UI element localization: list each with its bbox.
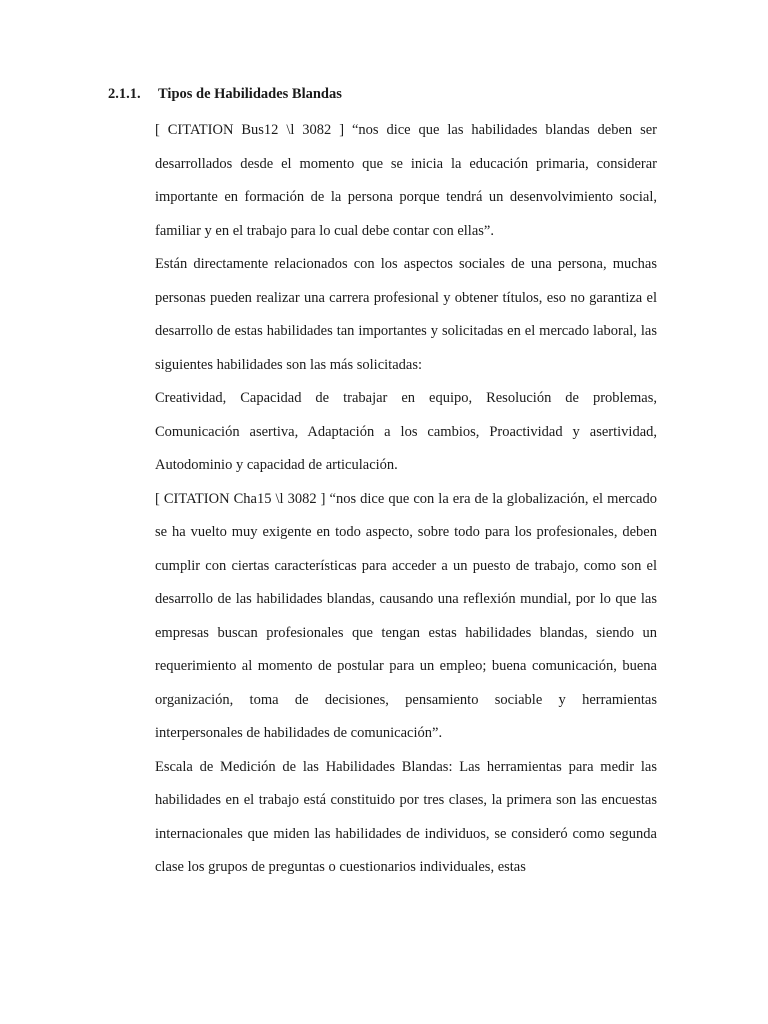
paragraph-citation-cha15: [ CITATION Cha15 \l 3082 ] “nos dice que con la era de la globalización, el mercado se ha vuelto muy exigente en todo aspecto, sobre todo para los profesionales, deben cumplir con ciertas características para acceder a un puesto de trabajo, como son el desarrollo de las habilidades blandas, causando una reflexión mundial, por lo que las empresas buscan profesionales que tengan estas habilidades blandas, siendo un requerimiento al momento de postular para un empleo; buena comunicación, buena organización, toma de decisiones, pensamiento sociable y herramientas interpersonales de habilidades de comunicación”.: [155, 490, 657, 741]
section-heading: [108, 84, 342, 104]
paragraph-aspectos-sociales: Están directamente relacionados con los aspectos sociales de una persona, muchas personas pueden realizar una carrera profesional y obtener títulos, eso no garantiza el desarrollo de estas habilidades tan importantes y solicitadas en el mercado laboral, las siguientes habilidades son las más solicitadas:: [155, 256, 657, 373]
paragraph-habilidades-lista: Creatividad, Capacidad de trabajar en equipo, Resolución de problemas, Comunicación asertiva, Adaptación a los cambios, Proactividad y asertividad, Autodominio y capacidad de articulación.: [155, 390, 657, 473]
section-title: Tipos de Habilidades Blandas: [158, 86, 342, 102]
paragraph-citation-bus12: [ CITATION Bus12 \l 3082 ] “nos dice que las habilidades blandas deben ser desarrollados desde el momento que se inicia la educación primaria, considerar importante en formación de la persona porque tendrá un desenvolvimiento social, familiar y en el trabajo para lo cual debe contar con ellas”.: [155, 122, 657, 239]
section-number: 2.1.1.: [108, 86, 141, 102]
body-text: [155, 114, 657, 885]
paragraph-escala-medicion: Escala de Medición de las Habilidades Blandas: Las herramientas para medir las habilidades en el trabajo está constituido por tres clases, la primera son las encuestas internacionales que miden las habilidades de individuos, se consideró como segunda clase los grupos de preguntas o cuestionarios individuales, estas: [155, 758, 657, 875]
